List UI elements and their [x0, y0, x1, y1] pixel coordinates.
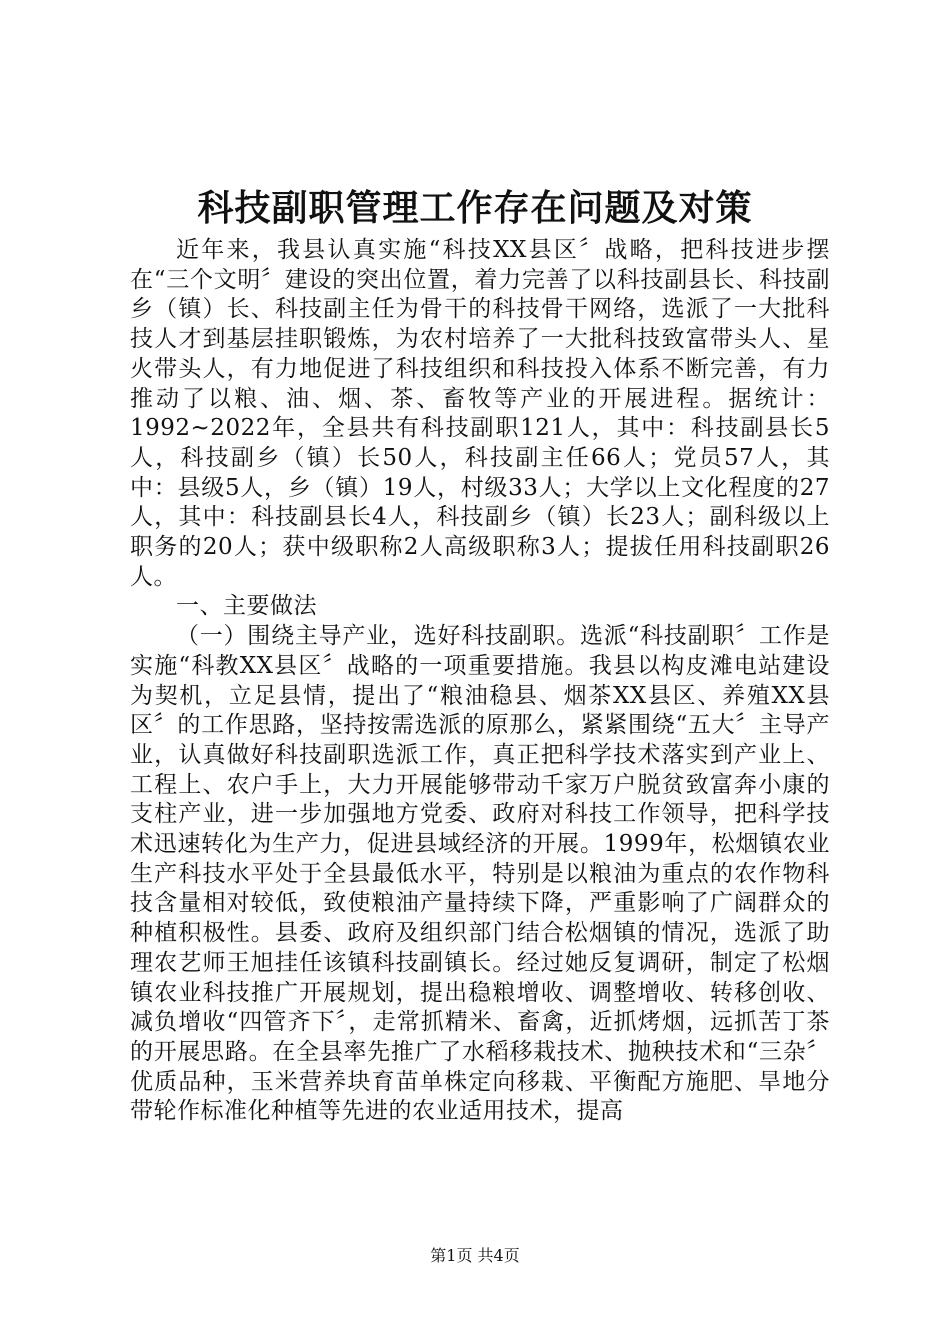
page-footer: 第1页 共4页	[430, 1246, 520, 1265]
document-body	[130, 236, 830, 1127]
paragraph-intro: 近年来，我县认真实施“科技XX县区〞战略，把科技进步摆在“三个文明〞建设的突出位置，着力完善了以科技副县长、科技副乡（镇）长、科技副主任为骨干的科技骨干网络，选派了一大批科技人才到基层挂职锻炼，为农村培养了一大批科技致富带头人、星火带头人，有力地促进了科技组织和科技投入体系不断完善，有力推动了以粮、油、烟、茶、畜牧等产业的开展进程。据统计：1992~2022年，全县共有科技副职121人，其中：科技副县长5人，科技副乡（镇）长50人，科技副主任66人；党员57人，其中：县级5人，乡（镇）19人，村级33人；大学以上文化程度的27人，其中：科技副县长4人，科技副乡（镇）长23人；副科级以上职务的20人；获中级职称2人高级职称3人；提拔任用科技副职26人。	[130, 237, 830, 590]
section-heading: 一、主要做法	[176, 593, 317, 620]
document-title: 科技副职管理工作存在问题及对策	[197, 187, 753, 229]
paragraph-main-measures: （一）围绕主导产业，选好科技副职。选派“科技副职〞工作是实施“科教XX县区〞战略的一项重要措施。我县以构皮滩电站建设为契机，立足县情，提出了“粮油稳县、烟茶XX县区、养殖XX县区〞的工作思路，坚持按需选派的原那么，紧紧围绕“五大〞主导产业，认真做好科技副职选派工作，真正把科学技术落实到产业上、工程上、农户手上，大力开展能够带动千家万户脱贫致富奔小康的支柱产业，进一步加强地方党委、政府对科技工作领导，把科学技术迅速转化为生产力，促进县域经济的开展。1999年，松烟镇农业生产科技水平处于全县最低水平，特别是以粮油为重点的农作物科技含量相对较低，致使粮油产量持续下降，严重影响了广阔群众的种植积极性。县委、政府及组织部门结合松烟镇的情况，选派了助理农艺师王旭挂任该镇科技副镇长。经过她反复调研，制定了松烟镇农业科技推广开展规划，提出稳粮增收、调整增收、转移创收、减负增收“四管齐下〞，走常抓精米、畜禽，近抓烤烟，远抓苦丁茶的开展思路。在全县率先推广了水稻移栽技术、抛秧技术和“三杂〞优质品种，玉米营养块育苗单株定向移栽、平衡配方施肥、旱地分带轮作标准化种植等先进的农业适用技术，提高	[130, 623, 830, 1125]
